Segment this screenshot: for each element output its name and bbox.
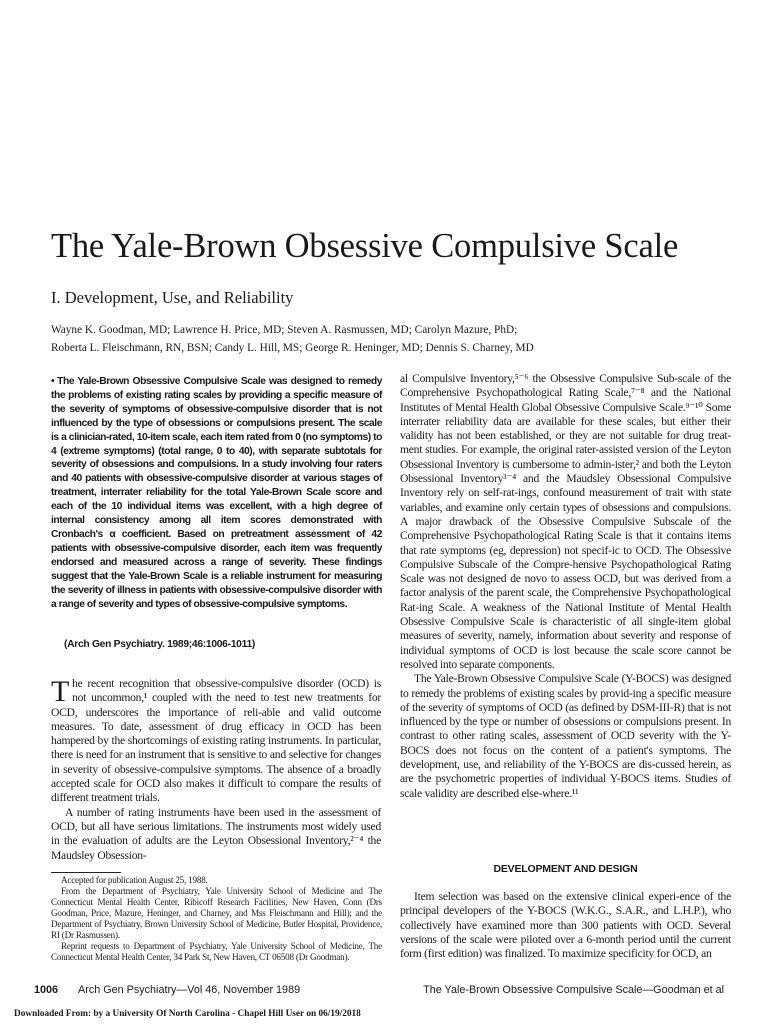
- article-subtitle: I. Development, Use, and Reliability: [51, 288, 294, 307]
- page-number: 1006: [34, 984, 59, 996]
- footnote-accepted: Accepted for publication August 25, 1988.: [61, 875, 208, 885]
- download-notice: Downloaded From: by a University Of North Carolina - Chapel Hill User on 06/19/2018: [14, 1009, 361, 1019]
- footnotes: [51, 875, 382, 963]
- intro-paragraph: [51, 677, 381, 806]
- body-column-right-continued: [400, 890, 731, 961]
- item-selection-paragraph: Item selection was based on the extensive clinical experi-ence of the principal developers of the Y-BOCS (W.K.G., S.A.R., and L.H.P.), who collectively have examined more than 300 patients with OCD. Several versions of the scale were piloted over a 6-month period until the current form (first edition) was finalized. To maximize specificity for OCD, an: [400, 890, 731, 961]
- ybocs-paragraph: The Yale-Brown Obsessive Compulsive Scale (Y-BOCS) was designed to remedy the problems of existing scales by provid-ing a specific measure of the severity of symptoms of OCD (as defined by DSM-III-R) that is not influenced by the type or number of obsessions or compulsions present. In contrast to other rating scales, assessment of OCD severity with the Y-BOCS does not focus on the content of a patient's symptoms. The development, use, and reliability of the Y-BOCS are dis-cussed herein, as are the psychometric properties of individual Y-BOCS items. Studies of scale validity are described else-where.¹¹: [400, 672, 731, 800]
- article-title: The Yale-Brown Obsessive Compulsive Scale: [51, 227, 679, 265]
- footnote-reprints: Reprint requests to Department of Psychiatry, Yale University School of Medicine, The Connecticut Mental Health Center, 34 Park St, New Haven, CT 06508 (Dr Goodman).: [51, 941, 382, 962]
- page-footer-left: [34, 984, 300, 996]
- abstract-text: The Yale-Brown Obsessive Compulsive Scale was designed to remedy the problems of existing rating scales by providing a specific measure of the severity of symptoms of obsessive-compulsive disorder that is not influenced by the type of obsessions or compulsions present. The scale is a clinician-rated, 10-item scale, each item rated from 0 (no symptoms) to 4 (extreme symptoms) (total range, 0 to 40), with separate subtotals for severity of obsessions and compulsions. In a study involving four raters and 40 patients with obsessive-compulsive disorder at various stages of treatment, interrater reliability for the total Yale-Brown Scale score and each of the 10 individual items was excellent, with a high degree of internal consistency among all item scores demonstrated with Cronbach's α coefficient. Based on pretreatment assessment of 42 patients with obsessive-compulsive disorder, each item was frequently endorsed and measured across a range of severity. These findings suggest that the Yale-Brown Scale is a reliable instrument for measuring the severity of illness in patients with obsessive-compulsive disorder with a range of severity and types of obsessive-compulsive symptoms.: [51, 376, 382, 610]
- section-heading: DEVELOPMENT AND DESIGN: [493, 863, 638, 875]
- instruments-paragraph: A number of rating instruments have been used in the assessment of OCD, but all have serious limitations. The instruments most widely used in the evaluation of adults are the Leyton Obsessional Inventory,²⁻⁴ the Maudsley Obsession-: [51, 805, 381, 862]
- abstract-citation: (Arch Gen Psychiatry. 1989;46:1006-1011): [64, 639, 256, 650]
- footnote-affiliation: From the Department of Psychiatry, Yale University School of Medicine and The Connecticut Mental Health Center, Ribicoff Research Facilities, New Haven, Conn (Drs Goodman, Price, Mazure, Heninger, and Charney, and Mss Fleischmann and Hill); and the Department of Psychiatry, Brown University School of Medicine, Butler Hospital, Providence, RI (Dr Rasmussen).: [51, 886, 382, 940]
- author-list: [51, 322, 731, 357]
- drop-cap: T: [51, 675, 70, 708]
- body-column-left: [51, 677, 381, 863]
- author-line-1: Wayne K. Goodman, MD; Lawrence H. Price, MD; Steven A. Rasmussen, MD; Carolyn Mazure, PhD;: [51, 324, 518, 336]
- scales-paragraph: al Compulsive Inventory,⁵⁻⁶ the Obsessive Compulsive Sub-scale of the Comprehensive Psychopathological Rating Scale,⁷⁻⁸ and the National Institutes of Mental Health Global Obsessive Compulsive Scale.⁹⁻¹⁰ Some interrater reliability data are available for these scales, but either their validity has not been established, or they are not suitable for drug treat-ment studies. For example, the original rater-assisted version of the Leyton Obsessional Inventory is cumbersome to admin-ister,² and both the Leyton Obsessional Inventory³⁻⁴ and the Maudsley Obsessional Compulsive Inventory rely on self-rat-ings, confound measurement of trait with state variables, and examine only certain types of obsessions and compulsions. A major drawback of the Obsessive Compulsive Subscale of the Comprehensive Psychopathological Rating Scale is that it contains items that rate symptoms (eg, depression) not specif-ic to OCD. The Obsessive Compulsive Subscale of the Compre-hensive Psychopathological Rating Scale was not designed de novo to assess OCD, but was derived from a factor analysis of the parent scale, the Comprehensive Psychopathological Rat-ing Scale. A weakness of the National Institute of Mental Health Obsessive Compulsive Scale is characteristic of all single-item global measures of severity, namely, information about severity and response of individual symptoms of OCD is lost because the scale score cannot be resolved into separate components.: [400, 372, 731, 671]
- footnote-rule: [51, 872, 121, 873]
- abstract-bullet: •: [51, 376, 55, 387]
- body-column-right: [400, 372, 731, 801]
- running-title: The Yale-Brown Obsessive Compulsive Scale—Goodman et al: [423, 984, 724, 996]
- intro-paragraph-text: he recent recognition that obsessive-compulsive disorder (OCD) is not uncommon,¹ coupled with the need to test new treatments for OCD, underscores the importance of reli-able and valid outcome measures. To date, assessment of drug efficacy in OCD has been hampered by the shortcomings of existing rating instruments. In particular, there is need for an instrument that is sensitive to and selective for changes in severity of obsessive-compulsive symptoms. The absence of a broadly accepted scale for OCD also makes it difficult to compare the results of different treatment trials.: [51, 677, 381, 805]
- journal-info: Arch Gen Psychiatry—Vol 46, November 1989: [78, 984, 301, 996]
- abstract: [51, 375, 382, 611]
- author-line-2: Roberta L. Fleischmann, RN, BSN; Candy L. Hill, MS; George R. Heninger, MD; Dennis S. Charney, MD: [51, 341, 534, 354]
